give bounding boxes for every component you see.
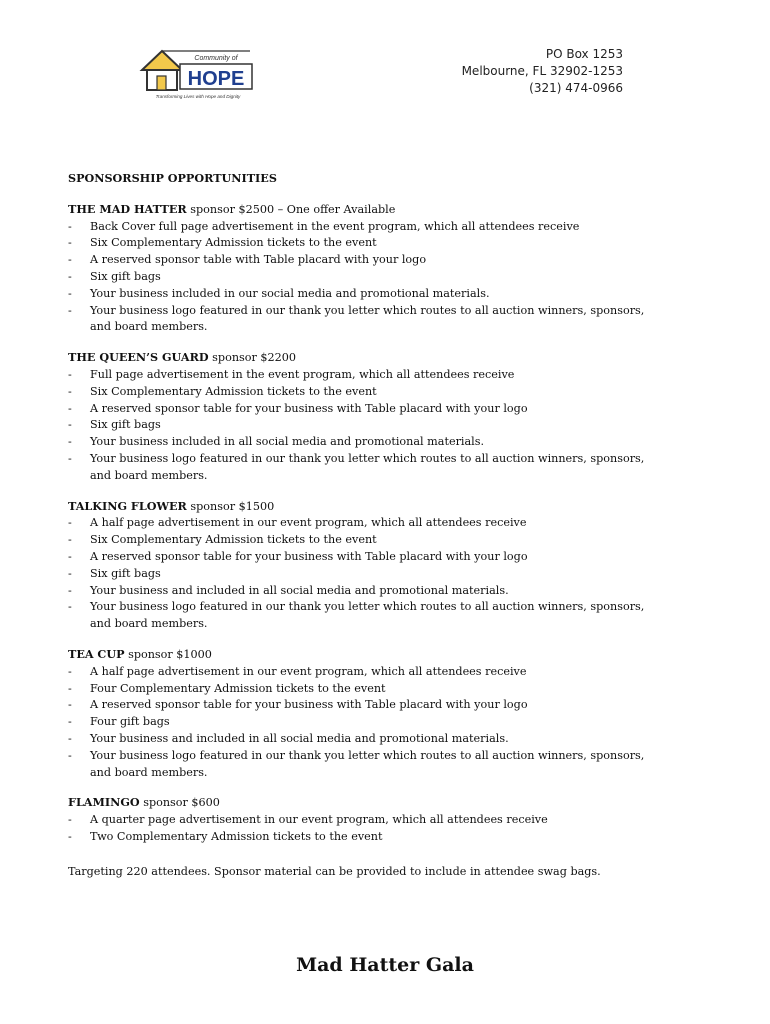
logo-name: HOPE	[187, 68, 245, 90]
logo-tagline: Transforming Lives with Hope and Dignity	[155, 94, 241, 99]
community-of-hope-logo	[138, 46, 258, 102]
benefit-item: - Six Complementary Admission tickets to the event	[68, 532, 668, 549]
benefit-item: - Six gift bags	[68, 417, 668, 434]
tier-title	[68, 794, 668, 812]
benefit-list	[68, 219, 668, 337]
tier-title	[68, 349, 668, 367]
benefit-item: - Your business included in our social media and promotional materials.	[68, 286, 668, 303]
benefit-item: - Four Complementary Admission tickets to the event	[68, 681, 668, 698]
tier-title	[68, 498, 668, 516]
benefit-item: - Six gift bags	[68, 566, 668, 583]
tier-detail: sponsor $600	[139, 796, 220, 810]
tier-name: TEA CUP	[68, 646, 125, 661]
tier-tea-cup	[68, 646, 668, 781]
tier-detail: sponsor $2500 – One offer Available	[186, 202, 396, 216]
logo-top-text: Community of	[194, 55, 238, 62]
benefit-item: - Four gift bags	[68, 714, 668, 731]
benefit-item: - Full page advertisement in the event program, which all attendees receive	[68, 367, 668, 384]
tier-detail: sponsor $1000	[124, 647, 212, 661]
benefit-item: - Your business logo featured in our thank you letter which routes to all auction winners, sponsors, and board members.	[68, 303, 668, 337]
benefit-item: - Your business and included in all social media and promotional materials.	[68, 731, 668, 748]
benefit-item: - Your business logo featured in our thank you letter which routes to all auction winners, sponsors, and board members.	[68, 451, 668, 485]
benefit-item: - Six Complementary Admission tickets to the event	[68, 235, 668, 252]
tier-title	[68, 646, 668, 664]
tier-title	[68, 201, 668, 219]
address-phone: (321) 474-0966	[529, 81, 623, 95]
benefit-item: - Your business logo featured in our thank you letter which routes to all auction winners, sponsors, and board members.	[68, 748, 668, 782]
section-heading: SPONSORSHIP OPPORTUNITIES	[68, 171, 277, 185]
benefit-item: - Six gift bags	[68, 269, 668, 286]
tier-name: THE QUEEN’S GUARD	[68, 350, 209, 365]
tier-talking-flower	[68, 498, 668, 633]
benefit-item: - A reserved sponsor table for your business with Table placard with your logo	[68, 401, 668, 418]
event-title: Mad Hatter Gala	[296, 954, 474, 976]
tier-detail: sponsor $2200	[208, 351, 296, 365]
house-logo-icon	[138, 46, 258, 102]
benefit-item: - A half page advertisement in our event program, which all attendees receive	[68, 515, 668, 532]
tier-flamingo	[68, 794, 668, 845]
benefit-list	[68, 367, 668, 485]
sponsorship-content	[68, 170, 668, 880]
benefit-list	[68, 664, 668, 782]
tier-mad-hatter	[68, 201, 668, 336]
benefit-item: - Back Cover full page advertisement in the event program, which all attendees receive	[68, 219, 668, 236]
benefit-item: - Your business and included in all social media and promotional materials.	[68, 583, 668, 600]
benefit-item: - A half page advertisement in our event program, which all attendees receive	[68, 664, 668, 681]
benefit-item: - Six Complementary Admission tickets to the event	[68, 384, 668, 401]
address-city: Melbourne, FL 32902-1253	[461, 64, 623, 78]
attendee-target-note: Targeting 220 attendees. Sponsor material can be provided to include in attendee swag bags.	[68, 864, 601, 878]
benefit-item: - Your business logo featured in our thank you letter which routes to all auction winners, sponsors, and board members.	[68, 599, 668, 633]
benefit-item: - Two Complementary Admission tickets to the event	[68, 829, 668, 846]
benefit-item: - A quarter page advertisement in our event program, which all attendees receive	[68, 812, 668, 829]
tier-name: TALKING FLOWER	[68, 498, 187, 513]
address-po-box: PO Box 1253	[545, 47, 623, 61]
benefit-item: - A reserved sponsor table with Table placard with your logo	[68, 252, 668, 269]
mailing-address	[462, 46, 623, 97]
benefit-list	[68, 515, 668, 633]
tier-detail: sponsor $1500	[186, 499, 275, 513]
tier-name: THE MAD HATTER	[68, 201, 187, 216]
tier-queens-guard	[68, 349, 668, 484]
benefit-list	[68, 812, 668, 846]
benefit-item: - A reserved sponsor table for your business with Table placard with your logo	[68, 697, 668, 714]
benefit-item: - Your business included in all social media and promotional materials.	[68, 434, 668, 451]
benefit-item: - A reserved sponsor table for your business with Table placard with your logo	[68, 549, 668, 566]
tier-name: FLAMINGO	[68, 795, 140, 810]
